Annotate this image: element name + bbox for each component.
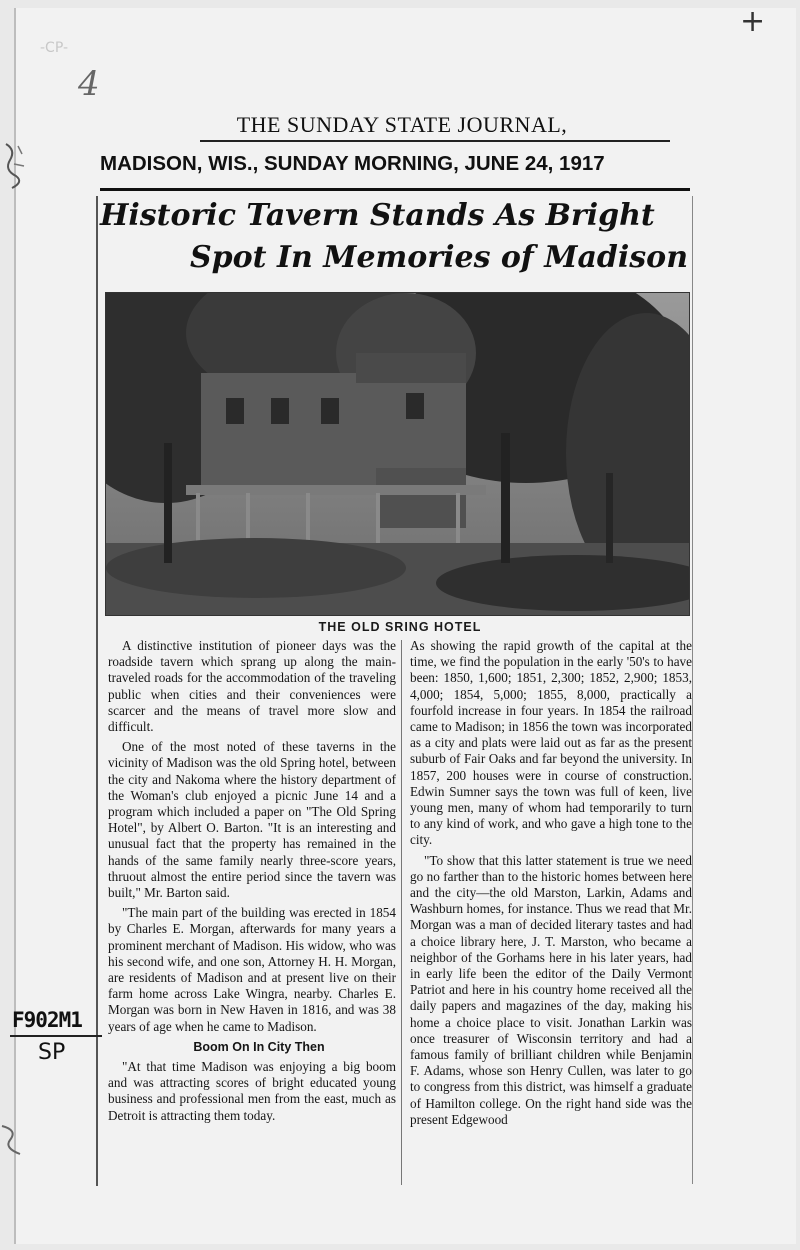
article-paragraph: "At that time Madison was enjoying a big boom and was attracting scores of bright educated young business and professional men from the east, much as Detroit is attracting them today.: [108, 1059, 396, 1123]
photo-caption: THE OLD SRING HOTEL: [318, 620, 482, 634]
edge-smudge-icon: [0, 1120, 30, 1160]
article-paragraph: One of the most noted of these taverns in the vicinity of Madison was the old Spring hotel, between the city and Nakoma where the history department of the Woman's club enjoyed a picnic June 14 and a program which included a paper on "The Old Spring Hotel", by Albert O. Barton. "It is an interesting and unusual fact that the property has remained in the hands of the same family nearly three-score years, thruout almost the entire period since the tavern was built," Mr. Barton said.: [108, 739, 396, 901]
hotel-photo-illustration: [106, 293, 689, 615]
staple-smudge-icon: [2, 140, 28, 190]
corner-plus-mark: +: [740, 4, 766, 39]
dateline-rule: [100, 188, 690, 191]
pencil-page-number: 4: [78, 64, 100, 104]
article-subhead: Boom On In City Then: [193, 1039, 325, 1054]
handwritten-accession-code: F902M1: [12, 1008, 82, 1032]
hotel-photograph: [105, 292, 690, 616]
clipping-left-border: [96, 196, 98, 1186]
article-column-right: [410, 638, 692, 1132]
masthead-rule: [200, 140, 670, 142]
article-paragraph: "The main part of the building was erected in 1854 by Charles E. Morgan, afterwards for many years a prominent merchant of Madison. His widow, who was his second wife, and one son, Attorney H. H. Morgan, are residents of Madison and at present live on their farm home across Lake Wingra, nearby. Charles E. Morgan was born in New Haven in 1816, and was 38 years of age when he came to Madison.: [108, 905, 396, 1034]
handwritten-underline: [10, 1035, 102, 1037]
article-paragraph: As showing the rapid growth of the capital at the time, we find the population in the early '50's to have been: 1850, 1,600; 1851, 2,300; 1852, 2,900; 1853, 4,000; 1854, 5,000; 1855, 8,000, practically a fourfold increase in four years. In 1854 the railroad came to Madison; in 1856 the town was incorporated as a city and plats were laid out as far as the present suburb of Fair Oaks and far beyond the university. In 1857, 200 houses were in course of construction. Edwin Sumner says the town was full of keen, live young men, many of whom had temporarily to turn to any kind of work, and who gave a high tone to the city.: [410, 638, 692, 848]
article-paragraph: A distinctive institution of pioneer days was the roadside tavern which sprang up along the main-traveled roads for the accommodation of the traveling public when cities and their conveniences were scarcer and the means of travel more slow and difficult.: [108, 638, 396, 735]
column-divider: [401, 640, 402, 1185]
handwritten-accession-suffix: SP: [38, 1040, 66, 1065]
article-paragraph: "To show that this latter statement is true we need go no farther than to the historic homes between here and the city—the old Marston, Larkin, Adams and Washburn homes, for instance. Thus we read that Mr. Morgan was a man of decided literary tastes and had a choice library here, J. T. Marston, who became a neighbor of the Gorhams here in his later years, had in early life been the editor of the Daily Vermont Patriot and here in his country home received all the daily papers and magazines of the day, making his home a choice place to visit. Jonathan Larkin was once treasurer of Wisconsin territory and had a famous family of brilliant children while Benjamin F. Adams, whose son Henry Cullen, was later to go to congress from this district, was himself a graduate of Hamilton college. On the right hand side was the present Edgewood: [410, 852, 692, 1127]
clipping-right-border: [692, 196, 693, 1184]
dateline: MADISON, WIS., SUNDAY MORNING, JUNE 24, 1917: [100, 152, 605, 175]
faint-pencil-note: -CP-: [40, 40, 69, 56]
headline-line-1: Historic Tavern Stands As Bright: [100, 198, 655, 233]
newspaper-name: THE SUNDAY STATE JOURNAL,: [236, 112, 568, 137]
headline-line-2: Spot In Memories of Madison: [190, 240, 689, 275]
article-column-left: [108, 638, 396, 1128]
